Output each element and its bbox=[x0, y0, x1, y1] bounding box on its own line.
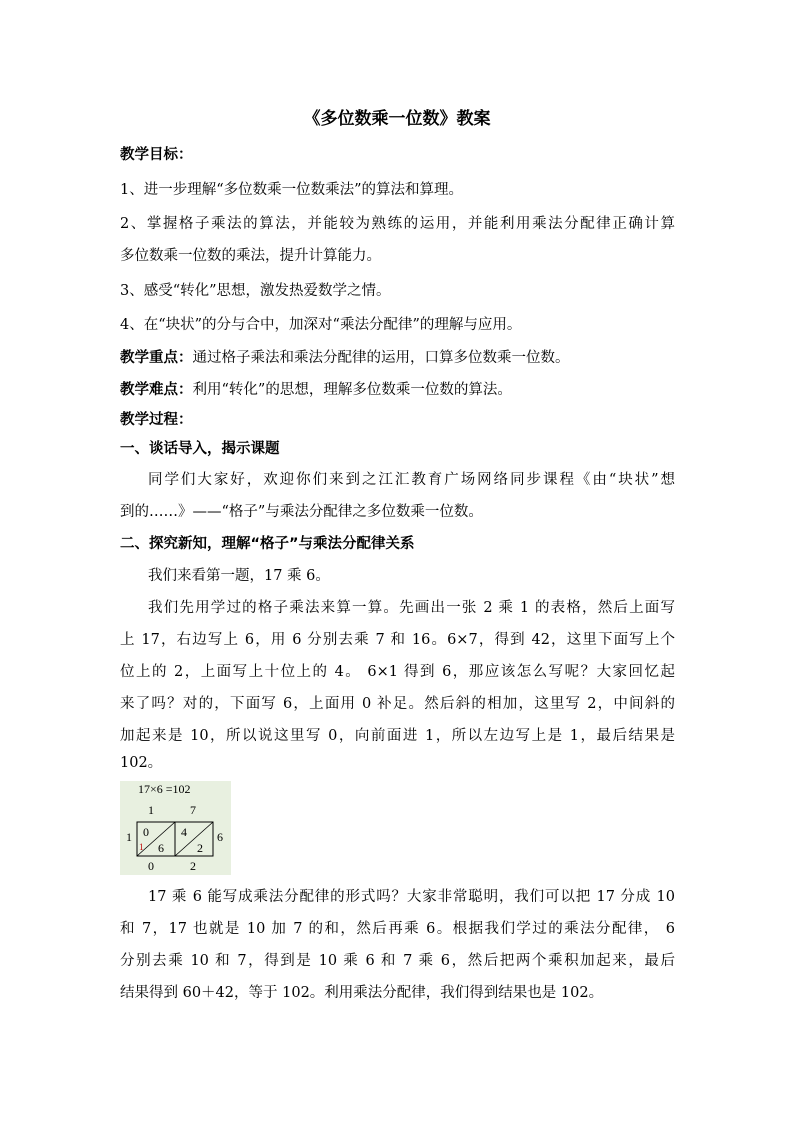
goal-4: 4、在“块状”的分与合中，加深对“乘法分配律”的理解与应用。 bbox=[120, 317, 522, 333]
lattice-multiplication-figure bbox=[120, 781, 231, 875]
document-title: 《多位数乘一位数》教案 bbox=[303, 109, 491, 129]
cell-2-bottom: 2 bbox=[197, 841, 203, 855]
section-2-paragraph-2-line-5: 加起来是 10，所以说这里写 0，向前面进 1，所以左边写上是 1，最后结果是 bbox=[120, 728, 675, 744]
cell-1-top: 0 bbox=[143, 825, 149, 839]
left-digit: 1 bbox=[126, 830, 132, 844]
cell-1-bottom: 6 bbox=[158, 841, 164, 855]
process-heading: 教学过程： bbox=[120, 412, 193, 428]
key-point bbox=[120, 348, 570, 368]
key-point-label: 教学重点： bbox=[120, 350, 193, 366]
section-1-paragraph-line-2: 到的……》——“格子”与乘法分配律之多位数乘一位数。 bbox=[120, 504, 483, 520]
carry-digit: 1 bbox=[139, 842, 144, 852]
goal-2-line-1: 2、掌握格子乘法的算法，并能较为熟练的运用，并能利用乘法分配律正确计算 bbox=[120, 216, 675, 232]
figure-equation: 17×6 =102 bbox=[138, 782, 191, 796]
section-2-paragraph-3-line-2: 和 7，17 也就是 10 加 7 的和，然后再乘 6。根据我们学过的乘法分配律， 6 bbox=[120, 921, 675, 937]
difficulty-point bbox=[120, 380, 512, 400]
section-2-paragraph-2-line-1: 我们先用学过的格子乘法来算一算。先画出一张 2 乘 1 的表格，然后上面写 bbox=[148, 600, 675, 616]
lattice-grid-diagram bbox=[120, 781, 231, 875]
section-2-paragraph-2-line-6: 102。 bbox=[120, 755, 163, 771]
difficulty-text: 利用“转化”的思想，理解多位数乘一位数的算法。 bbox=[192, 382, 512, 398]
section-2-paragraph-1: 我们来看第一题，17 乘 6。 bbox=[148, 568, 330, 584]
section-2-paragraph-2-line-4: 来了吗？对的，下面写 6，上面用 0 补足。然后斜的相加，这里写 2，中间斜的 bbox=[120, 696, 675, 712]
difficulty-label: 教学难点： bbox=[120, 382, 193, 398]
cell-2-top: 4 bbox=[181, 825, 187, 839]
section-1-paragraph-line-1: 同学们大家好，欢迎你们来到之江汇教育广场网络同步课程《由“块状”想 bbox=[148, 472, 675, 488]
section-2-paragraph-2-line-2: 上 17，右边写上 6，用 6 分别去乘 7 和 16。6×7，得到 42，这里下面写上个 bbox=[120, 632, 675, 648]
goals-heading: 教学目标： bbox=[120, 147, 193, 163]
section-2-paragraph-2-line-3: 位上的 2，上面写上十位上的 4。 6×1 得到 6，那应该怎么写呢？大家回忆起 bbox=[120, 664, 675, 680]
section-2-heading: 二、探究新知，理解“格子”与乘法分配律关系 bbox=[120, 536, 415, 552]
top-digit-2: 7 bbox=[190, 803, 196, 817]
section-1-heading: 一、谈话导入，揭示课题 bbox=[120, 441, 280, 457]
goal-1: 1、进一步理解“多位数乘一位数乘法”的算法和算理。 bbox=[120, 182, 464, 198]
bottom-digit-1: 0 bbox=[148, 859, 154, 873]
top-digit-1: 1 bbox=[148, 803, 154, 817]
bottom-digit-2: 2 bbox=[190, 859, 196, 873]
right-digit: 6 bbox=[217, 830, 223, 844]
goal-2-line-2: 多位数乘一位数的乘法，提升计算能力。 bbox=[120, 248, 381, 264]
section-2-paragraph-3-line-3: 分别去乘 10 和 7，得到是 10 乘 6 和 7 乘 6，然后把两个乘积加起来，最后 bbox=[120, 953, 675, 969]
section-2-paragraph-3-line-1: 17 乘 6 能写成乘法分配律的形式吗？大家非常聪明，我们可以把 17 分成 10 bbox=[148, 889, 675, 905]
key-point-text: 通过格子乘法和乘法分配律的运用，口算多位数乘一位数。 bbox=[192, 350, 570, 366]
section-2-paragraph-3-line-4: 结果得到 60＋42，等于 102。利用乘法分配律，我们得到结果也是 102。 bbox=[120, 985, 604, 1001]
goal-3: 3、感受“转化”思想，激发热爱数学之情。 bbox=[120, 283, 391, 299]
